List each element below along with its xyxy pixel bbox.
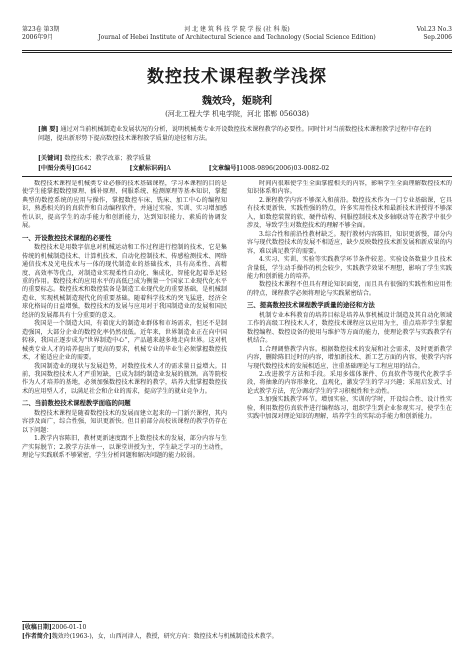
- journal-name-en: Journal of Hebei Institute of Architectural Science and Technology (Social Science Edition): [98, 34, 376, 41]
- article-number-value: 1008-9896(2006)03-0082-02: [239, 165, 330, 172]
- header-rule-thin: [22, 52, 452, 53]
- body-paragraph: 3.加强实践教学环节。增加实验、实训的学时，开设综合性、设计性实验，利用数控仿真软件进行编程练习，组织学生到企业参观实习，使学生在实践中加深对理论知识的理解，培养学生的实际动手能力和创新能力。: [247, 396, 452, 421]
- article-authors: 魏效玲，姬晓利: [202, 96, 272, 107]
- issue-info-en: [417, 26, 452, 42]
- author-bio-label: [作者简介]: [22, 632, 52, 640]
- received-value: 2006-01-10: [51, 624, 87, 631]
- article-number-label: [文章编号]: [208, 165, 240, 172]
- received-label: [收稿日期]: [22, 624, 52, 631]
- body-paragraph: 机制专业本科教育的培养目标是培养从事机械设计制造及其自动化领域工作的高级工程技术人才，数控技术课程应以应用为主，重点培养学生掌握数控编程、数控设备的使用与维护等方面的能力，使理论教学与实践教学有机结合。: [247, 311, 452, 345]
- body-paragraph: 数控技术课程是随着数控技术的发展而建立起来的一门新兴课程，其内容涉及面广，综合性强，知识更新快。但目前部分高校该课程的教学仍存在以下问题：: [22, 409, 227, 434]
- journal-name-cn: 河 北 建 筑 科 技 学 院 学 报 (社 科 版): [184, 26, 290, 33]
- author-affiliation: (河北工程大学 机电学院，河北 邯郸 056038): [165, 110, 309, 118]
- clc-label: [中图分类号]: [38, 165, 75, 172]
- body-paragraph: 数控技术是用数字信息对机械运动和工作过程进行控制的技术，它是集传统的机械制造技术、计算机技术、自动化控制技术、传感检测技术、网络通信技术及光电技术与一体的现代制造业的基础技术，具有高柔性、高精度、高效率等优点，对制造业实现柔性自动化、集成化、智能化起着举足轻重的作用。数控技术的应用水平的高低已成为衡量一个国家工业现代化水平的重要标志。数控技术和数控装备是制造工业现代化的重要基础，是机械制造业、实现机械制造现代化的重要基础。随着科学技术的突飞猛进，经济全球化格局的日益增强，数控技术的发展与应用对于我国制造业的发展和国民经济的发展都具有十分重要的意义。: [22, 244, 227, 319]
- section-heading: 一、开设数控技术课程的必要性: [22, 233, 112, 242]
- body-paragraph: 1.教学内容陈旧，教材更新速度跟不上数控技术的发展，部分内容与生产实际脱节；2.教学方法单一，以课堂讲授为主，学生缺乏学习的主动性，理论与实践联系不够紧密，学生分析问题和解决问题的能力较弱。: [22, 435, 227, 460]
- header-rule: [22, 50, 452, 51]
- section-heading: 三、提高数控技术课程教学质量的途径和方法: [247, 301, 375, 310]
- author-bio-text: 魏效玲(1963-)，女，山西河津人，教授，研究方向：数控技术与机械制造技术教学。: [51, 632, 278, 640]
- issue-date: 2006年9月: [22, 34, 54, 41]
- body-column-right: [247, 180, 452, 612]
- body-paragraph: 数控技术课程不但具有理论知识面宽，而且具有很强的实践性和应用性的特点，课程教学必须将理论与实践紧密结合。: [247, 281, 452, 297]
- body-column-left: [22, 180, 227, 612]
- body-paragraph: 3.综合性和前沿性教材缺乏。现行教材内容陈旧，知识更新慢，部分内容与现代数控技术的发展不相适应，缺少反映数控技术新发展和新成果的内容，难以满足教学的需要。: [247, 230, 452, 255]
- keywords-text: 数控技术；教学改革；教学质量: [64, 155, 152, 162]
- doc-code: [130, 165, 189, 172]
- running-header: [22, 26, 452, 50]
- abstract: [38, 125, 436, 143]
- classification-line: [38, 164, 436, 173]
- doc-code-value: A: [166, 165, 171, 172]
- body-paragraph: 4.实习、实训、实验等实践教学环节条件较差。实验设备数量少且技术含量低，学生动手操作的机会较少，实践教学效果不理想，影响了学生实践能力和创新能力的培养。: [247, 256, 452, 280]
- body-paragraph: 时间内很难使学生全面掌握相关的内容，影响学生全面理解数控技术的知识体系和内容。: [247, 180, 452, 196]
- author-bio: [22, 633, 452, 642]
- journal-name: [82, 26, 392, 42]
- clc-number: [38, 165, 110, 172]
- footnote: [22, 624, 452, 641]
- keywords: [38, 154, 436, 163]
- abstract-label: [摘 要]: [38, 126, 59, 133]
- article-number: [209, 165, 347, 172]
- body-paragraph: 我国是一个制造大国，有着庞大的制造业群体和市场需求，但还不是制造强国，大部分企业的数控化率仍然很低。近年来，世界制造业正在向中国转移，我国正逐步成为“世界制造中心”，产品越来越多地走向世界。这对机械类专业人才的培养提出了更高的要求，机械专业的毕业生必须掌握数控技术，才能适应企业的需要。: [22, 320, 227, 362]
- body-paragraph: 2.课程教学内容不够深入和前沿。数控技术作为一门专业基础课，它具有技术更新快、实践性强的特点，许多实用性技术和最新技术讲授得不够深入，如数控装置的软、硬件结构、伺服控制技术及多轴联动等在教学中很少涉及，导致学生对数控技术的理解不够全面。: [247, 196, 452, 230]
- volume-issue: 第23卷 第3期: [22, 26, 60, 33]
- body-paragraph: 2.改进教学方法和手段。采用多媒体课件、仿真软件等现代化教学手段，将抽象的内容形象化、直观化，激发学生的学习兴趣；采用启发式、讨论式教学方法，充分调动学生的学习积极性和主动性。: [247, 370, 452, 395]
- clc-value: G642: [74, 165, 92, 172]
- issue-info: [22, 26, 59, 42]
- doc-code-label: [文献标识码]: [129, 165, 167, 172]
- volume-issue-en: Vol.23 No.3: [416, 26, 452, 33]
- abstract-rule: [22, 176, 452, 177]
- received-date: [22, 624, 452, 633]
- issue-date-en: Sep.2006: [423, 34, 452, 41]
- abstract-text: 通过对当前机械制造业发展状况的分析，说明机械类专业开设数控技术课程教学的必要性。同时针对当前数控技术课程教学过程中存在的问题，提出新形势下提高数控技术课程教学质量的途径和方法。: [38, 126, 432, 142]
- body-paragraph: 我国制造业的现状与发展趋势，对数控技术人才的需求量日益增大。目前，我国数控技术人才严重短缺，已成为制约制造业发展的瓶颈。高等院校作为人才培养的基地，必须加强数控技术课程的教学，培养大批掌握数控技术的应用型人才，以满足社会和企业的需求，提高学生的就业竞争力。: [22, 362, 227, 395]
- footnote-rule: [22, 621, 82, 622]
- section-heading: 二、当前数控技术课程教学面临的问题: [22, 399, 131, 408]
- keywords-label: [关键词]: [38, 155, 63, 162]
- body-paragraph: 1.合理调整教学内容。根据数控技术的发展和社会需求，及时更新教学内容，删除陈旧过时的内容，增加新技术、新工艺方面的内容，使教学内容与现代数控技术的发展相适应，注重基础理论与工程应用的结合。: [247, 345, 452, 370]
- article-title: 数控技术课程教学浅探: [147, 67, 327, 87]
- body-paragraph: 数控技术课程是机械类专业必修的技术基础课程，学习本课程的目的是使学生能掌握数控原理、插补原理、伺服系统、检测原理等基本知识，掌握典型的数控系统的应用与操作，掌握数控车床、铣床、加工中心的编程知识，熟悉相关的的真软件和自动编程软件，并通过实验、实训、实习增加感性认识，提高学生的动手能力和创新能力，达到知识能力、素质的协调发展。: [22, 180, 227, 230]
